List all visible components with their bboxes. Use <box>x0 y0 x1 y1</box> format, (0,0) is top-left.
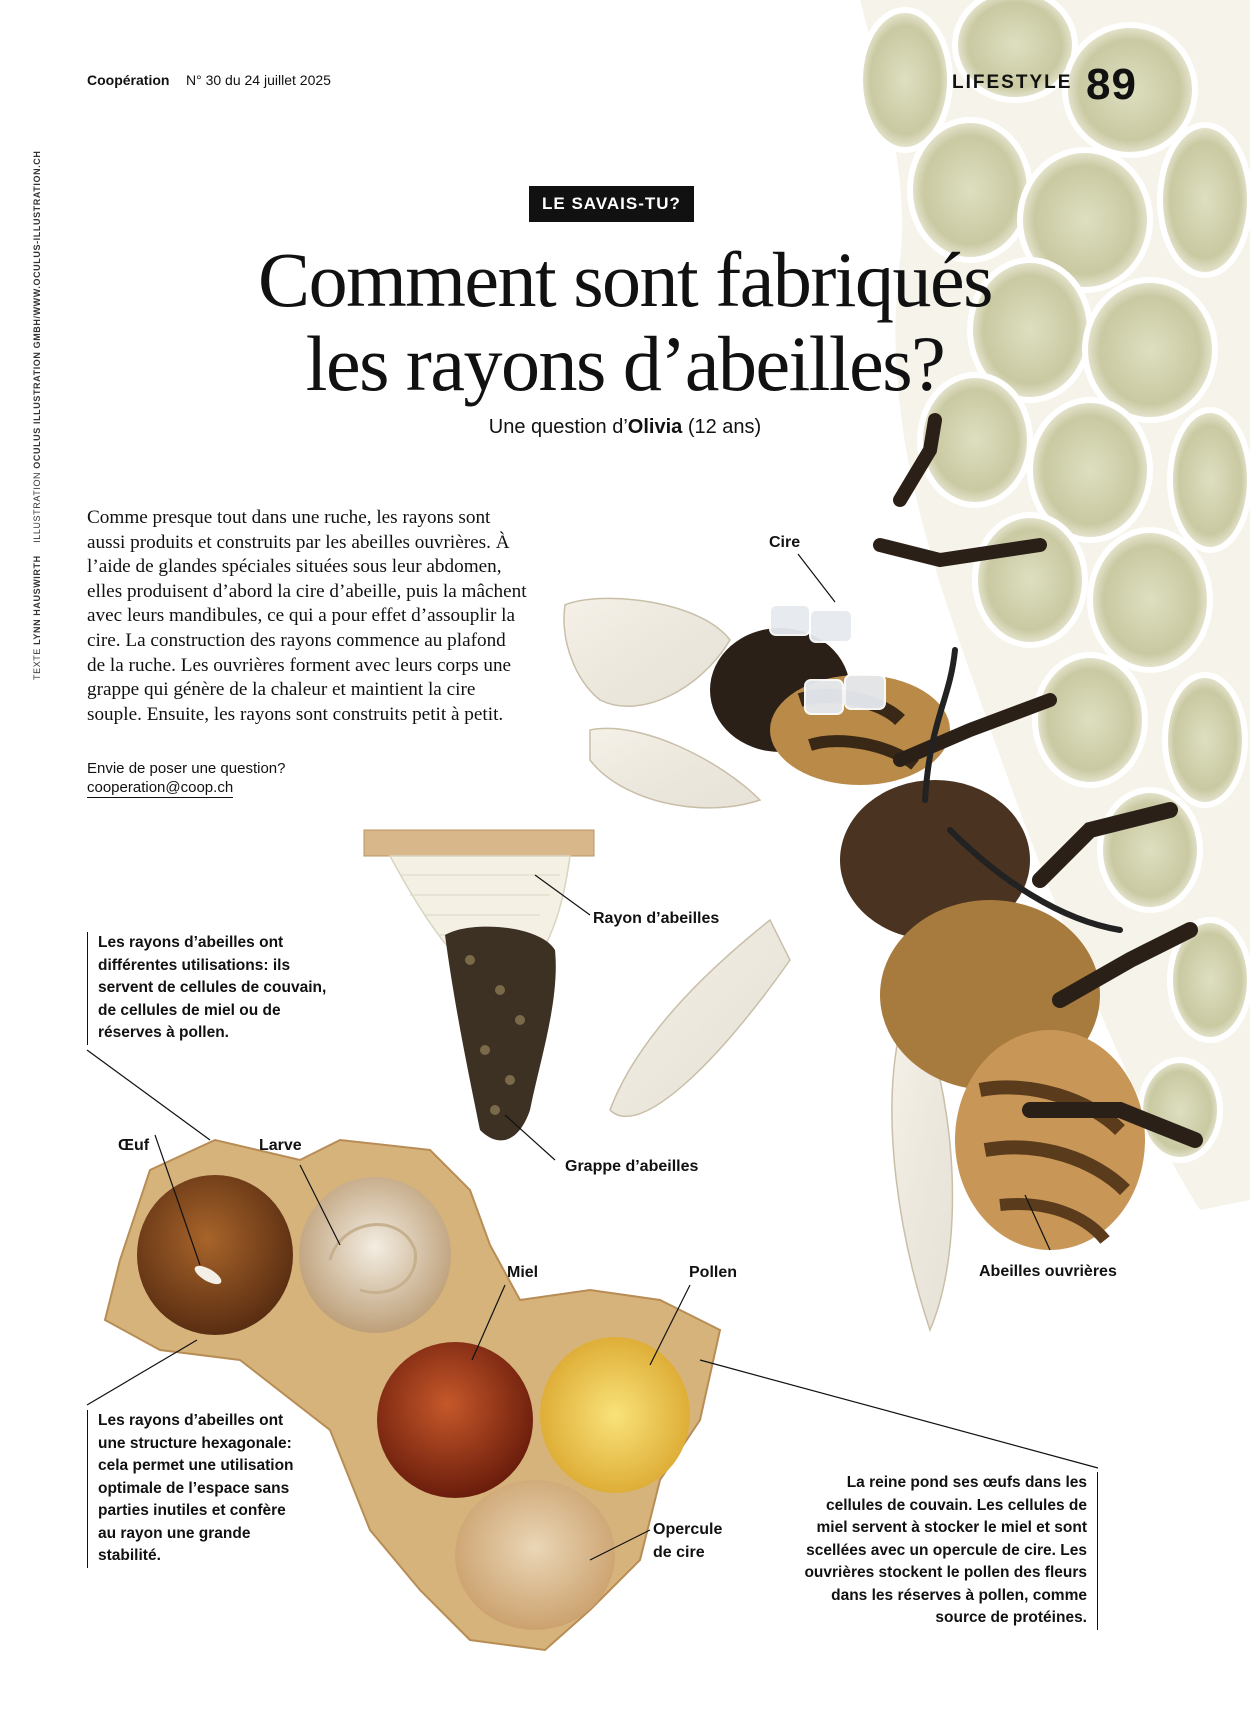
page-number: 89 <box>1086 60 1137 109</box>
kicker-label: LE SAVAIS-TU? <box>529 186 694 222</box>
honey-cell <box>377 1342 533 1498</box>
label-larve: Larve <box>259 1137 302 1154</box>
label-opercule-line-1: Opercule <box>653 1521 723 1538</box>
section-label: LIFESTYLE <box>952 72 1073 93</box>
capped-cell <box>455 1480 615 1630</box>
article-title <box>180 238 1070 406</box>
title-line-1: Comment sont fabriqués <box>258 236 992 323</box>
callout-reine: La reine pond ses œufs dans les cellules de couvain. Les cellules de miel servent à stocker le miel et sont scellées avec un opercule de cire. Les ouvrières stockent le pollen des fleurs dans les réserves à pollen, comme source de protéines. <box>800 1472 1098 1630</box>
label-grappe: Grappe d’abeilles <box>565 1158 699 1175</box>
label-ouvrieres: Abeilles ouvrières <box>979 1263 1117 1280</box>
label-opercule-line-2: de cire <box>653 1544 705 1561</box>
ask-question-prompt: Envie de poser une question? <box>87 760 286 777</box>
subtitle-suffix: (12 ans) <box>682 416 762 438</box>
credit-illustration-label: ILLUSTRATION <box>32 471 42 543</box>
pollen-cell <box>540 1337 690 1493</box>
label-cire: Cire <box>769 534 801 551</box>
egg-cell <box>137 1175 293 1335</box>
credit-text-author: LYNN HAUSWIRTH <box>32 555 42 645</box>
label-pollen: Pollen <box>689 1264 738 1281</box>
label-rayon: Rayon d’abeilles <box>593 910 720 927</box>
label-miel: Miel <box>507 1264 539 1281</box>
subtitle-name: Olivia <box>627 416 683 438</box>
title-line-2: les rayons d’abeilles? <box>305 320 945 407</box>
article-subtitle <box>420 416 830 439</box>
publication-name: Coopération <box>87 72 170 88</box>
subtitle-prefix: Une question d’ <box>488 416 628 438</box>
issue-date: N° 30 du 24 juillet 2025 <box>186 72 331 88</box>
article-body: Comme presque tout dans une ruche, les rayons sont aussi produits et construits par les abeilles ouvrières. À l’aide de glandes spéciales situées sous leur abdomen, elles produisent d’abord la cire d’abeille, puis la mâchent avec leurs mandibules, ce qui a pour effet d’assouplir la cire. La construction des rayons commence au plafond de la ruche. Les ouvrières forment avec leurs corps une grappe qui génère de la chaleur et maintient la cire souple. Ensuite, les rayons sont construits petit à petit. <box>87 507 527 725</box>
credit-text-label: TEXTE <box>32 647 42 680</box>
brood-cells-illustration <box>105 1140 723 1650</box>
credit-illustration-author: OCULUS ILLUSTRATION GMBH/WWW.OCULUS-ILLUSTRATION.CH <box>32 150 42 469</box>
label-opercule <box>653 1518 722 1564</box>
credit-line <box>32 151 42 681</box>
callout-structure: Les rayons d’abeilles ont une structure hexagonale: cela permet une utilisation optimale de l’espace sans parties inutiles et confère au rayon une grande stabilité. <box>87 1410 308 1568</box>
callout-utilisations: Les rayons d’abeilles ont différentes utilisations: ils servent de cellules de couvain, de cellules de miel ou de réserves à pollen. <box>87 932 328 1045</box>
label-oeuf: Œuf <box>118 1137 150 1154</box>
hanging-comb-illustration <box>364 830 594 1140</box>
larva-cell <box>299 1177 451 1333</box>
contact-email-link[interactable]: cooperation@coop.ch <box>87 779 234 796</box>
